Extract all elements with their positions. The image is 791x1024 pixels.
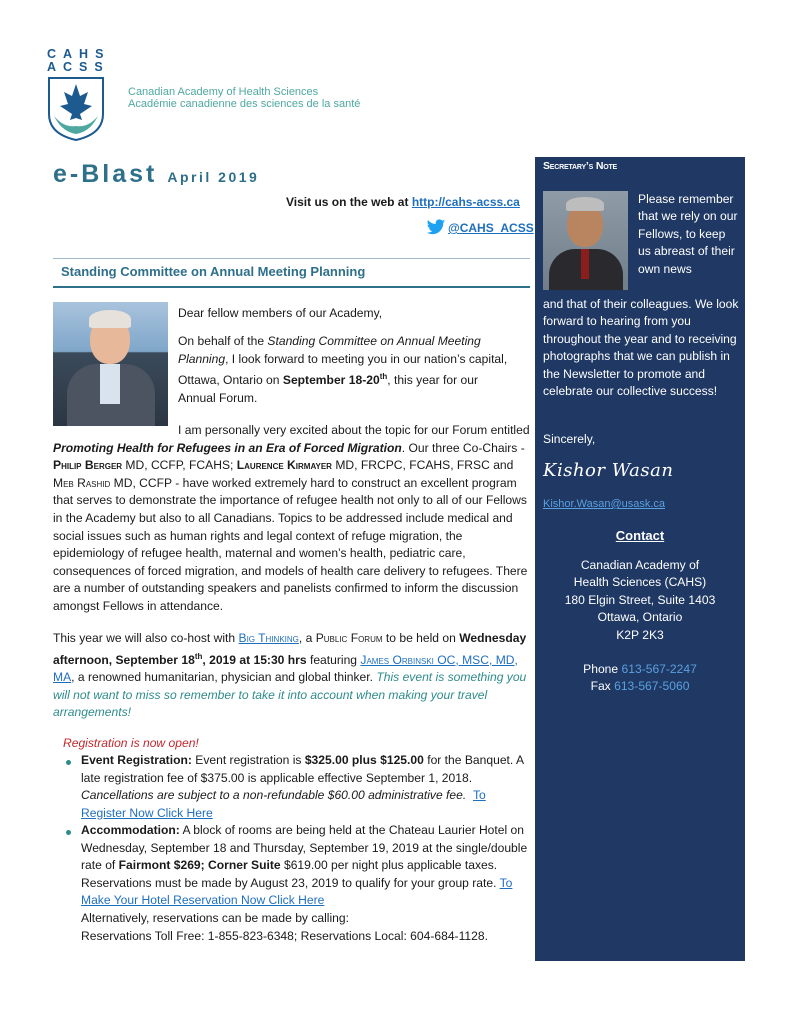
twitter-line — [426, 219, 534, 237]
website-line — [286, 195, 520, 209]
p1-text-b: , I look forward to meeting you in our nation’s capital, Ottawa, Ontario on — [178, 351, 508, 388]
section-header — [53, 258, 530, 288]
room-rate: Fairmont $269; Corner Suite — [118, 858, 281, 873]
p3-text-e: , a renowned humanitarian, physician and global thinker. — [71, 670, 377, 685]
p1-text-c: , this year for our Annual Forum. — [178, 373, 478, 405]
address-line: Canadian Academy of — [580, 558, 700, 572]
logo-acronym-fr: ACSS — [47, 60, 110, 74]
letter-paragraph-2 — [53, 422, 530, 616]
accommodation-label: Accommodation: — [81, 823, 180, 837]
big-thinking-link[interactable]: Big Thinking — [238, 631, 299, 645]
bullet-dot — [66, 830, 71, 835]
issue-date: April 2019 — [167, 169, 260, 185]
reservation-alternative: Alternatively, reservations can be made by calling: — [81, 910, 349, 925]
contact-address — [535, 557, 745, 644]
secretary-note-text-wide: and that of their colleagues. We look forward to hearing from you throughout the year and to receiving photographs that we can publish in the Newsletter to promote and celebrate our collective success! — [543, 297, 739, 399]
phone-number[interactable]: 613-567-2247 — [621, 662, 697, 676]
section-title: Standing Committee on Annual Meeting Planning — [61, 264, 366, 279]
cancellation-policy: Cancellations are subject to a non-refundable $60.00 administrative fee. — [81, 788, 467, 803]
event-text-b: for the Banquet. A late registration fee of $375.00 is applicable effective September 1, 2018. — [81, 753, 524, 785]
contact-heading: Contact — [615, 528, 665, 543]
event-registration-item — [81, 752, 531, 822]
registration-open-notice: Registration is now open! — [63, 736, 199, 750]
co-chair-1-credentials: MD, CCFP, FCAHS; — [122, 458, 237, 473]
secretary-note-text-narrow: Please remember that we rely on our Fellows, to keep us abreast of their own news — [638, 192, 738, 276]
org-name-en: Canadian Academy of Health Sciences — [128, 86, 319, 98]
co-chair-2-credentials: MD, FRCPC, FCAHS, FRSC and — [331, 458, 514, 473]
p3-text-b: , a — [298, 631, 316, 645]
event-text-a: Event registration is — [191, 753, 305, 767]
register-now-link[interactable]: To Register Now Click Here — [81, 788, 486, 820]
org-name-fr: Académie canadienne des sciences de la santé — [128, 98, 361, 110]
p3-text-c: to be held on — [382, 631, 460, 645]
maple-leaf-shield-icon — [46, 76, 106, 142]
photo-hair — [89, 310, 131, 328]
accommodation-item — [81, 822, 531, 945]
event-registration-label: Event Registration: — [81, 753, 192, 767]
co-chair-3: Meb Rashid — [53, 475, 111, 490]
public-forum-date-sup: th — [194, 651, 203, 661]
address-line: K2P 2K3 — [616, 627, 664, 642]
phone-label: Phone — [583, 662, 619, 676]
public-forum-time: , 2019 at 15:30 hrs — [202, 652, 307, 667]
fax-number[interactable]: 613-567-5060 — [614, 679, 690, 694]
address-line: 180 Elgin Street, Suite 1403 — [564, 592, 716, 607]
accommodation-text-b: $619.00 per night plus applicable taxes. Reservations must be made by August 23, 2019 to qualify for your group rate. — [81, 858, 500, 890]
bullet-dot — [66, 760, 71, 765]
website-link[interactable]: http://cahs-acss.ca — [411, 195, 520, 209]
photo-hair — [566, 197, 604, 211]
photo-kishor-wasan — [543, 191, 628, 290]
twitter-bird-icon[interactable] — [426, 219, 446, 236]
reservation-phones: Reservations Toll Free: 1-855-823-6348; Reservations Local: 604-684-1128. — [81, 928, 488, 943]
public-forum-label: Public Forum — [315, 631, 383, 645]
twitter-handle-link[interactable]: @CAHS_ACSS — [448, 221, 534, 235]
email-link[interactable]: Kishor.Wasan@usask.ca — [543, 498, 666, 510]
logo-acronym-en: CAHS — [47, 47, 111, 61]
newsletter-title — [53, 160, 259, 189]
letter-paragraph-3 — [53, 630, 530, 722]
p2-text-b: . Our three Co-Chairs - — [401, 440, 525, 455]
photo-shirt — [100, 364, 120, 404]
visit-label: Visit us on the web at — [286, 195, 409, 209]
title-eblast: e-Blast — [53, 160, 158, 188]
accommodation-text-a: A block of rooms are being held at the Chateau Laurier Hotel on Wednesday, September 18 and Thursday, September 19, 2019 at the single/double rate of — [81, 823, 528, 873]
event-fee: $325.00 plus $125.00 — [304, 753, 424, 767]
secretary-note-heading: Secretary’s Note — [543, 160, 618, 172]
logo-acronym — [47, 48, 109, 74]
letter-paragraph-1 — [178, 333, 518, 407]
p3-text-d: featuring — [306, 652, 361, 667]
photo-tie — [581, 249, 589, 279]
forum-dates: September 18-20 — [282, 373, 380, 388]
signature: Kishor Wasan — [543, 460, 674, 481]
co-chair-2: Laurence Kirmayer — [236, 458, 332, 473]
committee-name: Standing Committee on Annual Meeting Planning — [178, 334, 481, 366]
address-line: Ottawa, Ontario — [597, 610, 683, 625]
public-forum-date: Wednesday afternoon, September 18 — [53, 631, 527, 667]
org-name — [128, 86, 360, 110]
contact-phones — [535, 661, 745, 696]
co-chair-1: Philip Berger — [53, 458, 123, 473]
hotel-reservation-link[interactable]: To Make Your Hotel Reservation Now Click Here — [81, 875, 513, 908]
forum-dates-sup: th — [379, 372, 388, 382]
p2-text-a: I am personally very excited about the topic for our Forum entitled — [178, 423, 530, 437]
closing: Sincerely, — [543, 432, 596, 446]
phone-line — [535, 661, 745, 678]
address-line: Health Sciences (CAHS) — [573, 575, 707, 590]
james-orbinski-link[interactable]: James Orbinski OC, MSC, MD, MA — [53, 652, 518, 685]
fax-line — [535, 678, 745, 695]
p3-text-a: This year we will also co-host with — [53, 631, 239, 645]
photo-philip-berger — [53, 302, 168, 426]
letter-greeting: Dear fellow members of our Academy, — [178, 306, 383, 320]
p2-text-c: - have worked extremely hard to construct an excellent program that serves to demonstrate the importance of refugee health not only to all of our Fellows in the Academy but also to all Canadians. Topics to be addressed include medical and social issues such as human rights and legal context of refuge migration, the epidemiology of refugee health, maternal and women’s health, pediatric care, consequences of forced migration, and models of health care delivery to refugees. There are a number of outstanding speakers and panelists confirmed to inform the discussion amongst Fellows in attendance. — [53, 475, 528, 613]
public-forum-note: This event is something you will not want to miss so remember to take it into account when making your travel arrangements! — [53, 670, 527, 720]
forum-topic: Promoting Health for Refugees in an Era of Forced Migration — [53, 440, 402, 455]
fax-label: Fax — [590, 679, 611, 694]
co-chair-3-credentials: MD, CCFP — [110, 475, 172, 490]
p1-text-a: On behalf of the — [178, 334, 268, 348]
